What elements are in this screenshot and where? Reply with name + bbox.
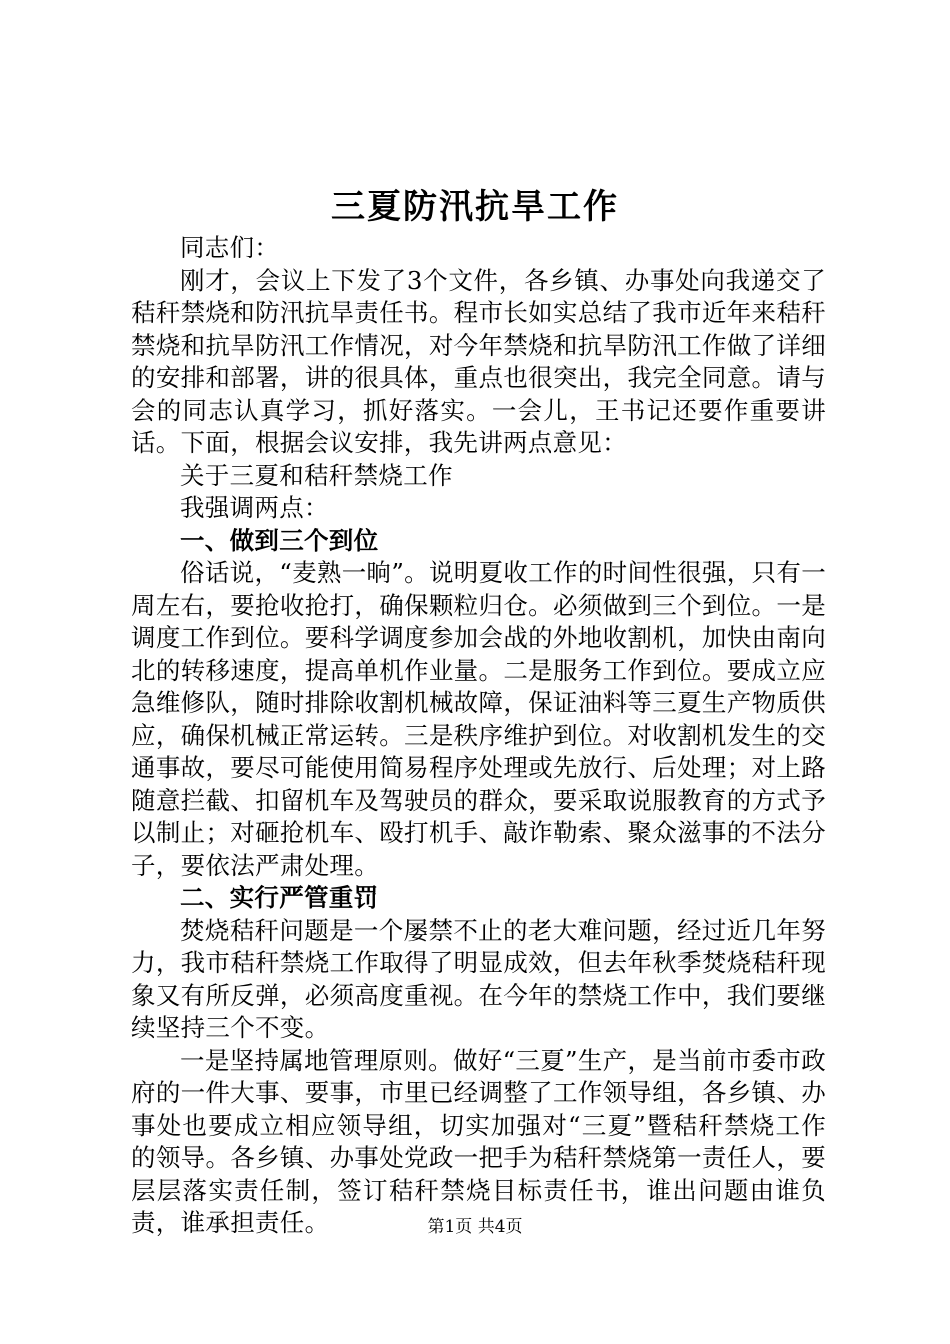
- paragraph-topic: 关于三夏和秸秆禁烧工作: [180, 460, 453, 490]
- paragraph-section-2: 焚烧秸秆问题是一个屡禁不止的老大难问题，经过近几年努力，我市秸秆禁烧工作取得了明显成效，但去年秋季焚烧秸秆现象又有所反弹，必须高度重视。在今年的禁烧工作中，我们要继续坚持三个不变。: [131, 915, 826, 1042]
- paragraph-section-1: 俗话说，“麦熟一晌”。说明夏收工作的时间性很强，只有一周左右，要抢收抢打，确保颗粒归仓。必须做到三个到位。一是调度工作到位。要科学调度参加会战的外地收割机，加快由南向北的转移速度，提高单机作业量。二是服务工作到位。要成立应急维修队，随时排除收割机械故障，保证油料等三夏生产物质供应，确保机械正常运转。三是秩序维护到位。对收割机发生的交通事故，要尽可能使用简易程序处理或先放行、后处理；对上路随意拦截、扣留机车及驾驶员的群众，要采取说服教育的方式予以制止；对砸抢机车、殴打机手、敲诈勒索、聚众滋事的不法分子，要依法严肃处理。: [131, 558, 826, 880]
- paragraph-emphasis: 我强调两点：: [180, 493, 329, 522]
- paragraph-intro: 刚才，会议上下发了3个文件，各乡镇、办事处向我递交了秸秆禁烧和防汛抗旱责任书。程市长如实总结了我市近年来秸秆禁烧和抗旱防汛工作情况，对今年禁烧和抗旱防汛工作做了详细的安排和部署，讲的很具体，重点也很突出，我完全同意。请与会的同志认真学习，抓好落实。一会儿，王书记还要作重要讲话。下面，根据会议安排，我先讲两点意见：: [131, 265, 826, 457]
- section-heading-1: 一、做到三个到位: [180, 525, 379, 555]
- paragraph-section-2-point-1: 一是坚持属地管理原则。做好“三夏”生产，是当前市委市政府的一件大事、要事，市里已经调整了工作领导组，各乡镇、办事处也要成立相应领导组，切实加强对“三夏”暨秸秆禁烧工作的领导。各乡镇、办事处党政一把手为秸秆禁烧第一责任人，要层层落实责任制，签订秸秆禁烧目标责任书，谁出问题由谁负责，谁承担责任。: [131, 1045, 826, 1237]
- page-footer: 第1页 共4页: [427, 1217, 523, 1237]
- document-title: 三夏防汛抗旱工作: [331, 187, 619, 227]
- paragraph-salutation: 同志们：: [180, 233, 280, 262]
- document-body: [131, 232, 826, 1240]
- section-heading-2: 二、实行严管重罚: [180, 883, 379, 912]
